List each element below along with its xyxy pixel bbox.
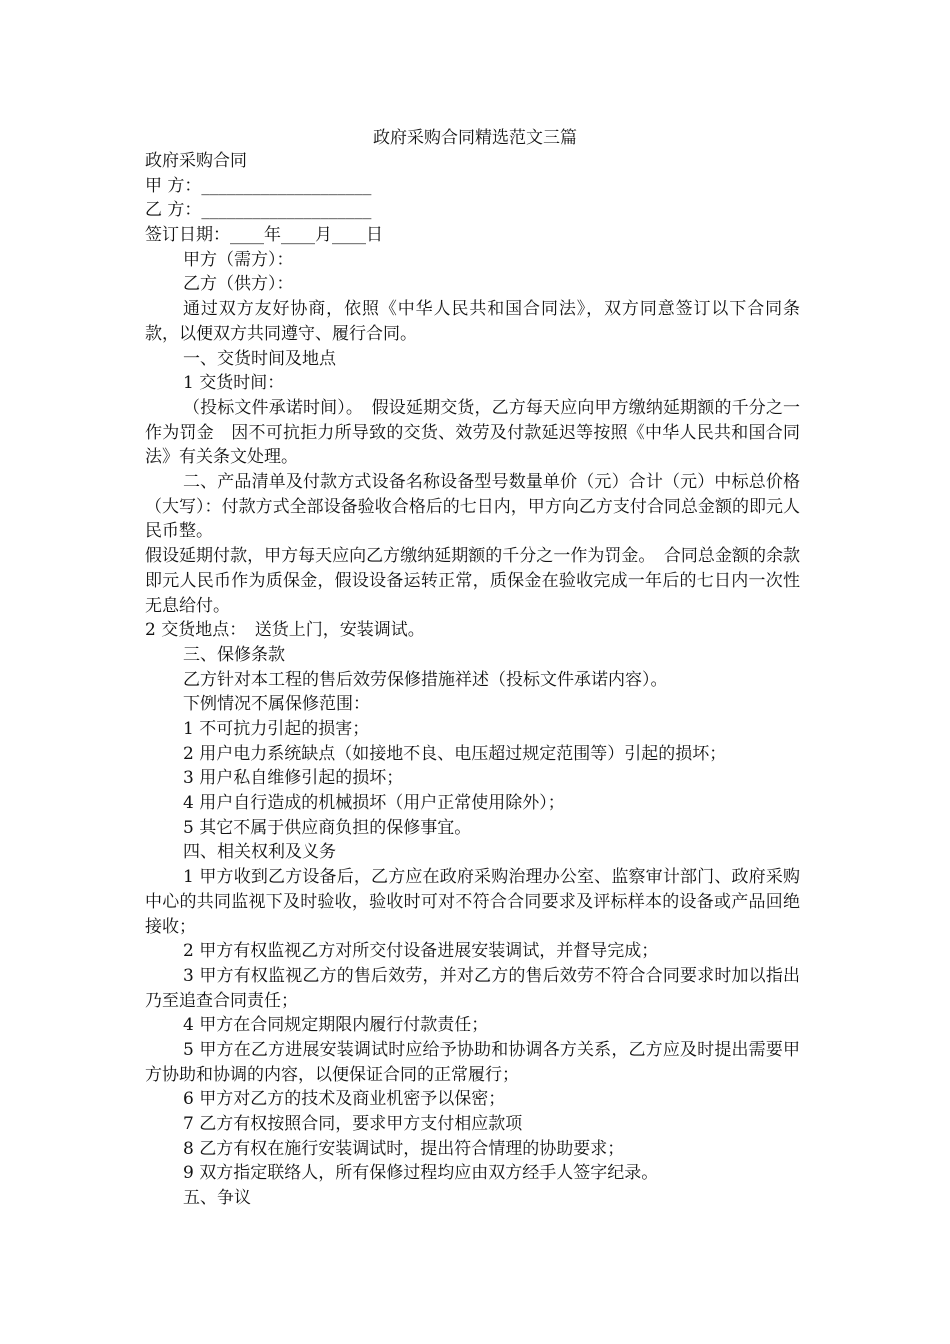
- exclusion-item: 3 用户私自维修引起的损坏；: [183, 768, 404, 789]
- rights-item: 2 甲方有权监视乙方对所交付设备进展安装调试，并督导完成；: [183, 941, 659, 962]
- payment-paragraph: 二、产品清单及付款方式设备名称设备型号数量单价（元）合计（元）中标总价格（大写）：付款方式全部设备验收合格后的七日内，甲方向乙方支付合同总金额的即元人民币整。: [145, 472, 800, 542]
- exclusion-item: 5 其它不属于供应商负担的保修事宜。: [183, 817, 472, 838]
- rights-item: 9 双方指定联络人，所有保修过程均应由双方经手人签字纪录。: [183, 1163, 659, 1184]
- sign-date-field: 签订日期：____年____月____日: [145, 225, 383, 246]
- section-heading-warranty: 三、保修条款: [183, 644, 285, 665]
- section-heading-rights: 四、相关权利及义务: [183, 842, 336, 863]
- contract-heading: 政府采购合同: [145, 151, 247, 171]
- document-title: 政府采购合同精选范文三篇: [373, 128, 577, 148]
- exclusion-item: 1 不可抗力引起的损害；: [183, 718, 370, 739]
- delivery-time-label: 1 交货时间：: [183, 373, 285, 394]
- party-b-supplier: 乙方（供方）：: [183, 274, 294, 295]
- warranty-exclusions-label: 下例情况不属保修范围：: [183, 694, 370, 715]
- late-payment-paragraph: 假设延期付款，甲方每天应向乙方缴纳延期额的千分之一作为罚金。 合同总金额的余款即元人民币作为质保金，假设设备运转正常，质保金在验收完成一年后的七日内一次性无息给付。: [145, 546, 800, 616]
- rights-item: 5 甲方在乙方进展安装调试时应给予协助和协调各方关系，乙方应及时提出需要甲方协助和协调的内容，以便保证合同的正常履行；: [145, 1040, 800, 1085]
- rights-item: 3 甲方有权监视乙方的售后效劳，并对乙方的售后效劳不符合合同要求时加以指出乃至追查合同责任；: [145, 965, 800, 1011]
- section-heading-delivery: 一、交货时间及地点: [183, 348, 336, 369]
- rights-item: 6 甲方对乙方的技术及商业机密予以保密；: [183, 1089, 506, 1110]
- delivery-time-paragraph: （投标文件承诺时间）。 假设延期交货，乙方每天应向甲方缴纳延期额的千分之一作为罚金 因不可抗拒力所导致的交货、效劳及付款延迟等按照《中华人民共和国合同法》有关条文处理。: [145, 397, 800, 468]
- party-b-field: 乙 方：____________________: [145, 200, 372, 221]
- exclusion-item: 2 用户电力系统缺点（如接地不良、电压超过规定范围等）引起的损坏；: [183, 743, 727, 764]
- document-body: [145, 149, 800, 1211]
- exclusion-item: 4 用户自行造成的机械损坏（用户正常使用除外）；: [183, 793, 565, 814]
- rights-item: 1 甲方收到乙方设备后，乙方应在政府采购治理办公室、监察审计部门、政府采购中心的共同监视下及时验收，验收时可对不符合合同要求及评标样本的设备或产品回绝接收；: [145, 867, 800, 937]
- party-a-buyer: 甲方（需方）：: [183, 249, 294, 270]
- rights-item: 7 乙方有权按照合同，要求甲方支付相应款项: [183, 1114, 523, 1135]
- intro-paragraph: 通过双方友好协商，依照《中华人民共和国合同法》，双方同意签订以下合同条款，以便双方共同遵守、履行合同。: [145, 299, 800, 344]
- rights-item: 8 乙方有权在施行安装调试时，提出符合情理的协助要求；: [183, 1138, 625, 1159]
- delivery-place-line: 2 交货地点： 送货上门，安装调试。: [145, 620, 425, 641]
- rights-item: 4 甲方在合同规定期限内履行付款责任；: [183, 1015, 489, 1036]
- warranty-description: 乙方针对本工程的售后效劳保修措施祥述（投标文件承诺内容）。: [183, 669, 668, 690]
- party-a-field: 甲 方：____________________: [145, 175, 372, 196]
- section-heading-dispute: 五、争议: [183, 1188, 251, 1209]
